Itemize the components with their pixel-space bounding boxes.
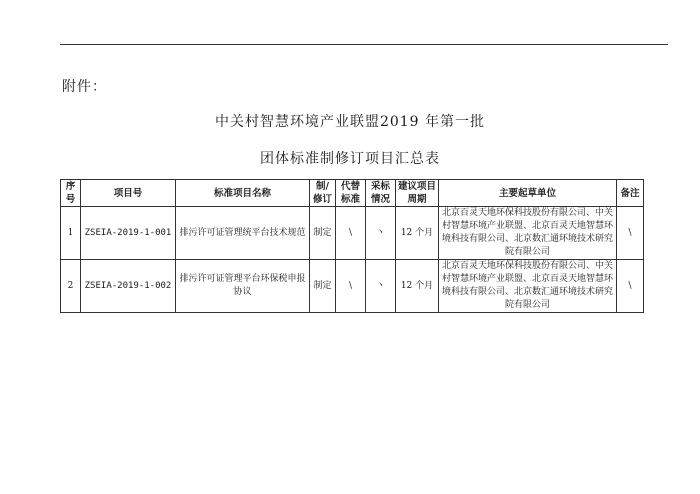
cell-units: 北京百灵天地环保科技股份有限公司、中关村智慧环境产业联盟、北京百灵天地智慧环境科技有限公司、北京数汇通环境技术研究院有限公司: [439, 260, 617, 313]
col-header-replace: 代替标准: [336, 180, 366, 207]
cell-code: ZSEIA-2019-1-002: [81, 260, 176, 313]
col-header-remark: 备注: [617, 180, 644, 207]
cell-code: ZSEIA-2019-1-001: [81, 207, 176, 260]
col-header-name: 标准项目名称: [176, 180, 310, 207]
cell-type: 制定: [310, 207, 336, 260]
cell-period: 12 个月: [396, 260, 439, 313]
col-header-period: 建议项目周期: [396, 180, 439, 207]
col-header-type: 制/修订: [310, 180, 336, 207]
cell-adopt: 丶: [366, 260, 396, 313]
cell-adopt: 丶: [366, 207, 396, 260]
cell-period: 12 个月: [396, 207, 439, 260]
cell-name: 排污许可证管理平台环保税申报协议: [176, 260, 310, 313]
table-header-row: [61, 180, 644, 207]
cell-units: 北京百灵天地环保科技股份有限公司、中关村智慧环境产业联盟、北京百灵天地智慧环境科技有限公司、北京数汇通环境技术研究院有限公司: [439, 207, 617, 260]
cell-name: 排污许可证管理统平台技术规范: [176, 207, 310, 260]
table-row: [61, 260, 644, 313]
col-header-code: 项目号: [81, 180, 176, 207]
cell-type: 制定: [310, 260, 336, 313]
cell-remark: \: [617, 260, 644, 313]
standards-table: [60, 179, 644, 313]
document-subtitle: 团体标准制修订项目汇总表: [260, 151, 440, 167]
cell-remark: \: [617, 207, 644, 260]
cell-no: 2: [61, 260, 81, 313]
col-header-no: 序号: [61, 180, 81, 207]
document-title: 中关村智慧环境产业联盟2019 年第一批: [214, 114, 486, 130]
table-row: [61, 207, 644, 260]
attachment-label: 附件：: [62, 79, 107, 95]
cell-no: 1: [61, 207, 81, 260]
cell-replace: \: [336, 260, 366, 313]
cell-replace: \: [336, 207, 366, 260]
col-header-adopt: 采标情况: [366, 180, 396, 207]
top-rule: [60, 44, 668, 45]
col-header-units: 主要起草单位: [439, 180, 617, 207]
